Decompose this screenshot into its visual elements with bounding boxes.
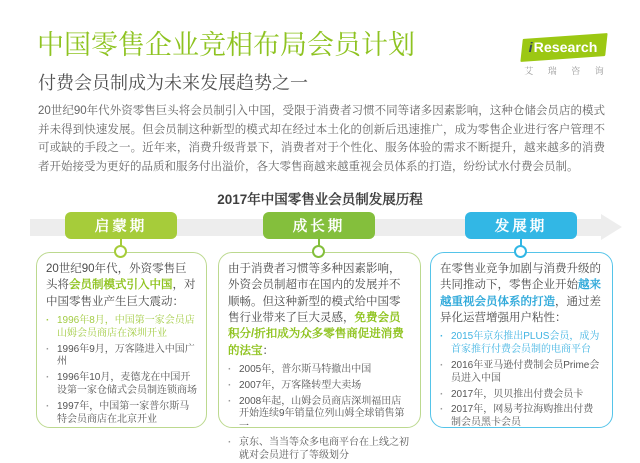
bullet-dot-icon: · <box>228 395 232 407</box>
stage-pill-development: 发展期 <box>465 212 577 239</box>
list-item: · 2015年京东推出PLUS会员，成为首家推行付费会员制的电商平台 <box>440 331 600 356</box>
iresearch-logo-chinese: 艾 瑞 咨 询 <box>524 66 610 76</box>
list-item: · 2005年，普尔斯马特撤出中国 <box>228 363 372 375</box>
bullet-dot-icon: · <box>46 314 50 326</box>
stage1-bullet-list <box>46 315 197 426</box>
list-item: · 2008年起，山姆会员商店深圳福田店开始连续9年销量位列山姆全球销售第一 <box>228 395 405 433</box>
stage-box-enlightenment <box>36 252 207 428</box>
stage3-intro-highlight: 越来越重视会员体系的打造 <box>440 279 601 308</box>
bullet-dot-icon: · <box>440 331 444 343</box>
bullet-dot-icon: · <box>228 363 232 375</box>
iresearch-logo-research: Research <box>533 39 598 55</box>
page-title: 中国零售企业竞相布局会员计划 <box>37 30 415 60</box>
iresearch-logo-i: i <box>528 39 533 56</box>
timeline-arrow-head-icon <box>601 214 622 240</box>
list-item: · 2017年，贝贝推出付费会员卡 <box>440 388 584 400</box>
stage-box-development <box>430 252 613 428</box>
bullet-dot-icon: · <box>440 388 444 400</box>
stage2-bullet-list <box>228 364 411 463</box>
iresearch-logo <box>516 36 612 77</box>
bullet-dot-icon: · <box>440 404 444 416</box>
bullet-dot-icon: · <box>46 400 50 412</box>
iresearch-logo-banner <box>520 33 607 62</box>
list-item: · 1996年10月，麦德龙在中国开设第一家仓储式会员制连锁商场 <box>46 372 197 396</box>
stage3-intro-pre: 在零售业竞争加剧与消费升级的共同推动下，零售企业开始 <box>440 263 601 292</box>
stage1-intro-pre: 20世纪90年代，外资零售巨头将 <box>46 263 187 292</box>
stage2-intro-post: ： <box>262 344 274 357</box>
bullet-dot-icon: · <box>228 379 232 391</box>
list-item: · 京东、当当等众多电商平台在上线之初就对会员进行了等级划分 <box>228 436 409 461</box>
list-item: · 1996年9月，万客隆进入中国广州 <box>46 343 195 368</box>
stage-pill-enlightenment: 启蒙期 <box>65 212 177 239</box>
stage-box-growth <box>218 252 421 461</box>
stage2-intro-pre: 由于消费者习惯等多种因素影响，外资会员制超市在国内的发展并不顺畅。但这种新型的模式给中国零售行业带来了巨大灵感， <box>228 263 401 324</box>
stage1-connector-dot-icon <box>114 245 127 258</box>
stage3-intro-post: ，通过差异化运营增强用户粘性： <box>440 295 601 324</box>
stage1-intro-post: ，对中国零售业产生巨大震动： <box>46 279 196 308</box>
list-item: · 2007年，万客隆转型大卖场 <box>228 379 362 391</box>
bullet-dot-icon: · <box>228 436 232 448</box>
stage-pill-growth: 成长期 <box>263 212 375 239</box>
timeline-heading: 2017年中国零售业会员制发展历程 <box>217 192 423 207</box>
stage3-connector-dot-icon <box>514 245 527 258</box>
bullet-dot-icon: · <box>440 359 444 371</box>
stage2-intro <box>228 261 411 359</box>
list-item: · 2016年亚马逊付费制会员Prime会员进入中国 <box>440 359 600 384</box>
intro-paragraph: 20世纪90年代外资零售巨头将会员制引入中国，受限于消费者习惯不同等诸多因素影响，这种仓储会员店的模式并未得到快速发展。但会员制这种新型的模式却在经过本土化的创新后迅速推广，成为零售企业进行客户管理不可或缺的手段之一。近年来，消费升级背景下，消费者对于个性化、服务体验的需求不断提升，越来越多的消费者开始接受为更好的品质和服务付出溢价，各大零售商越来越重视会员体系的打造，纷纷试水付费会员制。 <box>38 105 605 174</box>
stage1-intro <box>46 261 197 310</box>
list-item: · 1997年，中国第一家普尔斯马特会员商店在北京开业 <box>46 400 190 425</box>
page-subtitle: 付费会员制成为未来发展趋势之一 <box>38 73 308 93</box>
list-item: · 1996年8月，中国第一家会员店山姆会员商店在深圳开业 <box>46 314 195 339</box>
bullet-dot-icon: · <box>46 372 50 384</box>
iresearch-logo-text <box>529 39 598 55</box>
stage2-connector-dot-icon <box>312 245 325 258</box>
bullet-dot-icon: · <box>46 343 50 355</box>
list-item: · 2017年，网易考拉海购推出付费制会员黑卡会员 <box>440 404 594 429</box>
stage3-bullet-list <box>440 331 603 430</box>
stage3-intro <box>440 261 603 326</box>
stage2-intro-highlight: 免费会员积分/折扣成为众多零售商促进消费的法宝 <box>228 311 404 357</box>
stage1-intro-highlight: 会员制模式引入中国 <box>69 279 173 292</box>
